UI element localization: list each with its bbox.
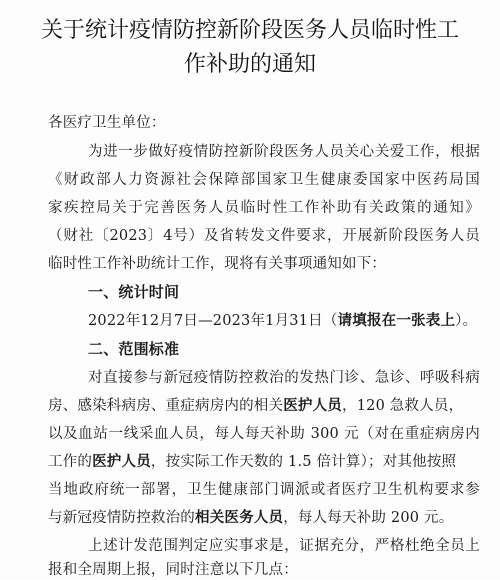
scope-line-8: 报和全周期上报，同时注意以下几点：: [48, 562, 298, 578]
document-title-line-2: 作补助的通知: [183, 52, 316, 77]
scope-line-3: 以及血站一线采血人员，每人每天补助 300 元（对在重症病房内: [48, 426, 480, 442]
scope-text: ，每人每天补助 200 元。: [283, 510, 454, 526]
date-range-text: 2022年12月7日—2023年1月31日（: [88, 313, 338, 329]
intro-line-5: 临时性工作补助统计工作，现将有关事项通知如下：: [48, 256, 387, 272]
scope-text: 与新冠疫情防控救治的: [48, 510, 195, 526]
intro-line-2: 《财政部人力资源社会保障部国家卫生健康委国家中医药局国: [48, 172, 480, 188]
section-1-date: [88, 311, 480, 331]
intro-line-4: （财社〔2023〕4号）及省转发文件要求，开展新阶段医务人员: [48, 228, 480, 244]
medical-staff-bold: 医护人员: [283, 398, 343, 414]
scope-line-6: [48, 508, 480, 528]
related-staff-bold: 相关医务人员: [195, 510, 284, 526]
intro-line-3: 家疾控局关于完善医务人员临时性工作补助有关政策的通知》: [48, 200, 480, 216]
salutation: 各医疗卫生单位：: [48, 115, 166, 131]
section-1-heading: 一、统计时间: [88, 283, 180, 301]
scope-line-5: 当地政府统一部署，卫生健康部门调派或者医疗卫生机构要求参: [48, 482, 480, 498]
medical-staff-bold: 医护人员: [92, 454, 151, 470]
scope-text: 房、感染科病房、重症病房内的相关: [48, 398, 284, 414]
document-title-line-1: 关于统计疫情防控新阶段医务人员临时性工: [40, 18, 459, 43]
scope-line-2: [48, 396, 480, 416]
scope-line-4: [48, 452, 480, 472]
scope-line-1: 对直接参与新冠疫情防控救治的发热门诊、急诊、呼吸科病: [88, 370, 480, 386]
intro-line-1: 为进一步做好疫情防控新阶段医务人员关心关爱工作，根据: [88, 144, 480, 160]
date-range-end: ）。: [455, 313, 478, 329]
date-note-bold: 请填报在一张表上: [337, 313, 456, 329]
scope-text: 工作的: [48, 454, 93, 470]
section-2-heading: 二、范围标准: [88, 340, 180, 358]
scope-text: ，按实际工作天数的 1.5 倍计算）；对其他按照: [150, 454, 457, 470]
scope-line-7: 上述计发范围判定应实事求是，证据充分，严格杜绝全员上: [88, 538, 480, 554]
scope-text: ，120 急救人员，: [342, 398, 464, 414]
